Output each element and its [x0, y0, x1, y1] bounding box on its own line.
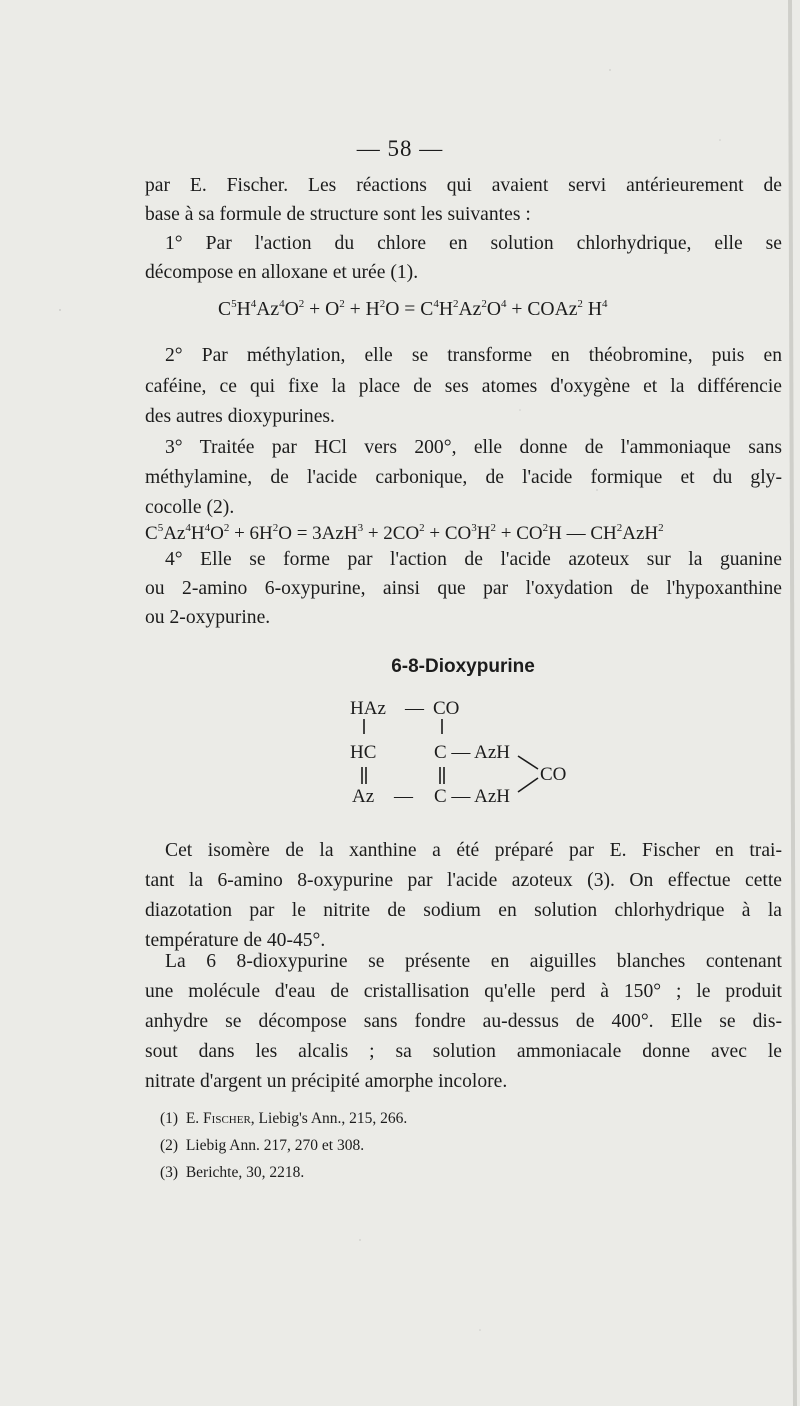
- text-line: une molécule d'eau de cristallisation qu'elle perd à 150° ; le produit: [145, 981, 782, 1002]
- formula-az: Az: [352, 786, 375, 807]
- text-line: ou 2-oxypurine.: [145, 607, 271, 628]
- formula-haz: HAz: [350, 698, 386, 719]
- text-line: sout dans les alcalis ; sa solution ammoniacale donne avec le: [145, 1041, 782, 1062]
- page-number: — 58 —: [356, 136, 444, 161]
- text-line: 4° Elle se forme par l'action de l'acide azoteux sur la guanine: [165, 549, 782, 570]
- formula-c-azh-bottom: C — AzH: [434, 786, 510, 807]
- formula-c-azh-top: C — AzH: [434, 742, 510, 763]
- text-line: base à sa formule de structure sont les suivantes :: [145, 204, 531, 225]
- formula-dash: —: [394, 786, 413, 807]
- text-line: anhydre se décompose sans fondre au-dessus de 400°. Elle se dis-: [145, 1011, 782, 1032]
- formula-dash: —: [405, 698, 424, 719]
- text-line: décompose en alloxane et urée (1).: [145, 262, 419, 283]
- text-line: 1° Par l'action du chlore en solution chlorhydrique, elle se: [165, 233, 782, 254]
- text-line: La 6 8-dioxypurine se présente en aiguilles blanches contenant: [165, 951, 782, 972]
- text-line: nitrate d'argent un précipité amorphe incolore.: [145, 1071, 508, 1092]
- formula-bonds: [350, 694, 590, 814]
- text-line: des autres dioxypurines.: [145, 406, 335, 427]
- text-line: température de 40-45°.: [145, 930, 326, 951]
- text-line: caféine, ce qui fixe la place de ses atomes d'oxygène et la différencie: [145, 376, 782, 397]
- formula-co-top: CO: [433, 698, 460, 719]
- equation-alloxane: $C^5H^4Az^4O^2 + O^2 + H^2O = C^4H^2Az^2O^4$ + COAz$^2$ $H^4$: [218, 298, 608, 320]
- formula-hc: HC: [350, 742, 377, 763]
- formula-co-right: CO: [540, 764, 567, 785]
- text-line: méthylamine, de l'acide carbonique, de l'acide formique et du gly-: [145, 467, 782, 488]
- footnote-2: (2) Liebig Ann. 217, 270 et 308.: [160, 1137, 365, 1154]
- section-title: 6-8-Dioxypurine: [391, 656, 535, 677]
- text-line: 3° Traitée par HCl vers 200°, elle donne de l'ammoniaque sans: [165, 437, 782, 458]
- text-line: 2° Par méthylation, elle se transforme en théobromine, puis en: [165, 345, 782, 366]
- text-line: ou 2-amino 6-oxypurine, ainsi que par l'oxydation de l'hypoxanthine: [145, 578, 782, 599]
- text-line: diazotation par le nitrite de sodium en solution chlorhydrique à la: [145, 900, 782, 921]
- footnote-1: (1) E. Fischer, Liebig's Ann., 215, 266.: [160, 1110, 408, 1127]
- text-line: cocolle (2).: [145, 497, 235, 518]
- footnote-3: (3) Berichte, 30, 2218.: [160, 1164, 305, 1181]
- text-line: Cet isomère de la xanthine a été préparé par E. Fischer en trai-: [165, 840, 782, 861]
- text-line: par E. Fischer. Les réactions qui avaient servi antérieurement de: [145, 175, 782, 196]
- text-line: tant la 6-amino 8-oxypurine par l'acide azoteux (3). On effectue cette: [145, 870, 782, 891]
- equation-hydrolysis: $C^5Az^4H^4O^2 + 6H^2O = 3AzH^3 + 2CO^2 + CO^3H^2 + CO^2H$ — $CH^2AzH^2$: [145, 522, 664, 544]
- structural-formula: [350, 694, 590, 814]
